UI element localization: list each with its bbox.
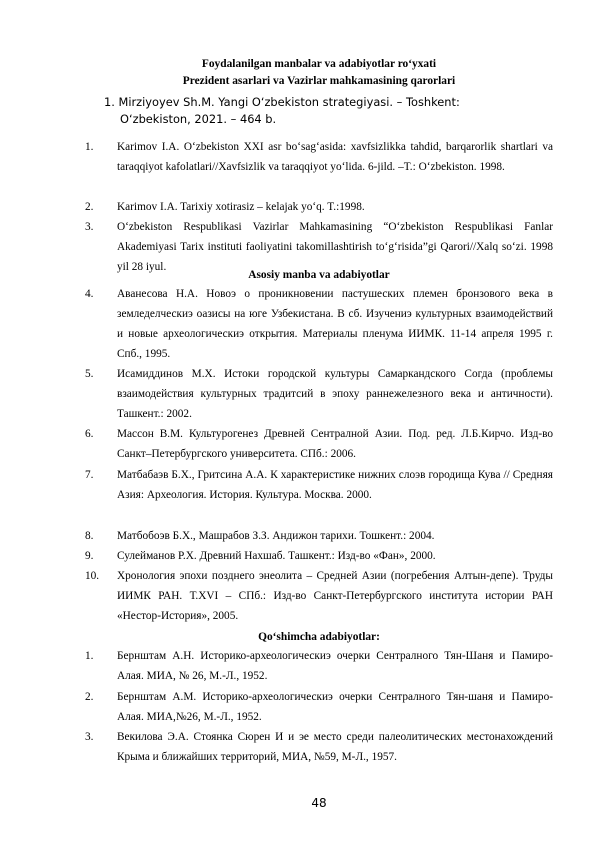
reference-text: O‘zbekiston Respublikasi Vazirlar Mahkamasining “O‘zbekiston Respublikasi Fanlar Akademiyasi Tarix instituti faoliyatini takomillashtirish to‘g‘risida”gi Qarori//Xalq so‘zi. 1998 yil 28 iyul. [117,221,553,273]
reference-text: Хронология эпохи позднего энеолита – Средней Азии (погребения Алтын-депе). Труды ИИМК РАН. Т.XVI – СПб.: Изд-во Санкт-Петербургского института истории РАН «Нестор-История», 2005. [117,570,553,622]
reference-entry [85,728,553,768]
reference-text: Аванесова Н.А. Новоэ о проникновении пастушеских племен бронзового века в земледелческиэ оазисы на юге Узбекистана. В сб. Изучениэ культурных взаимодействий и новые археологическиэ открытия. Материалы пленума ИИМК. 11-14 апреля 1995 г. Спб., 1995. [117,288,553,360]
page-number: 48 [311,796,327,810]
bibliography-title: Foydalanilgan manbalar va adabiyotlar ro‘yxati [201,58,437,70]
reference-text: Матбабаэв Б.Х., Гритсина А.А. К характеристике нижних слоэв городища Кува // Средняя Азия: Археология. История. Культура. Москва. 2000. [117,469,553,501]
reference-entry [85,285,553,365]
primary-source-item [92,94,547,128]
reference-text: Karimov I.A. Tarixiy xotirasiz – kelajak yo‘q. T.:1998. [117,201,365,213]
reference-text: Бернштам А.М. Историко-археологическиэ очерки Сентралного Тян-шаня и Памиро-Алая. МИА,№26, М.-Л., 1952. [117,691,553,723]
reference-number: 2. [85,691,94,703]
reference-text: Бернштам А.Н. Историко-археологическиэ очерки Сентралного Тян-Шаня и Памиро-Алая. МИА, № 26, М.-Л., 1952. [117,650,553,682]
reference-number: 2. [85,201,94,213]
reference-entry [85,647,553,687]
reference-number: 5. [85,368,94,380]
reference-entry [85,198,553,218]
reference-number: 1. [85,141,94,153]
reference-text: Исамиддинов М.Х. Истоки городской культуры Самаркандского Согда (проблемы взаимодействия культурных традитсий в эпоху раннежелезного века и античности). Ташкент.: 2002. [117,368,553,420]
reference-text: Матбобоэв Б.Х., Машрабов З.З. Андижон тарихи. Тошкент.: 2004. [117,530,435,542]
reference-entry [85,466,553,506]
president-works-heading: Prezident asarlari va Vazirlar mahkamasining qarorlari [182,75,456,87]
reference-text: Karimov I.A. O‘zbekiston XXI asr bo‘sag‘asida: xavfsizlikka tahdid, barqarorlik shartlari va taraqqiyot kafolatlari//Xavfsizlik va taraqqiyot yo‘lida. 6-jild. –T.: O‘zbekiston. 1998. [117,141,553,173]
reference-entry [85,425,553,465]
reference-number: 9. [85,550,94,562]
primary-source-line-2: O‘zbekiston, 2021. – 464 b. [120,112,277,126]
reference-text: Сулейманов Р.Х. Древний Нахшаб. Ташкент.: Изд-во «Фан», 2000. [117,550,436,562]
reference-number: 4. [85,288,94,300]
reference-number: 6. [85,428,94,440]
reference-number: 10. [85,570,100,582]
reference-entry [85,365,553,425]
additional-literature-heading: Qo‘shimcha adabiyotlar: [258,631,380,643]
reference-entry [85,527,553,547]
reference-text: Векилова Э.А. Стоянка Сюрен И и эе место среди палеолитических местонахождений Крыма и ближайших территорий, МИА, №59, М-Л., 1957. [117,731,553,763]
main-sources-heading: Asosiy manba va adabiyotlar [248,269,390,281]
reference-number: 7. [85,469,94,481]
reference-entry [85,138,553,178]
reference-text: Массон В.М. Культурогенез Древней Сентралной Азии. Под. ред. Л.Б.Кирчо. Изд-во Санкт–Петербургского университета. СПб.: 2006. [117,428,553,460]
reference-entry [85,688,553,728]
reference-entry [85,547,553,567]
reference-number: 3. [85,731,94,743]
reference-number: 3. [85,221,94,233]
primary-source-line-1: 1. Mirziyoyev Sh.M. Yangi O‘zbekiston strategiyasi. – Toshkent: [104,95,460,109]
reference-number: 8. [85,530,94,542]
reference-entry [85,567,553,627]
reference-number: 1. [85,650,94,662]
